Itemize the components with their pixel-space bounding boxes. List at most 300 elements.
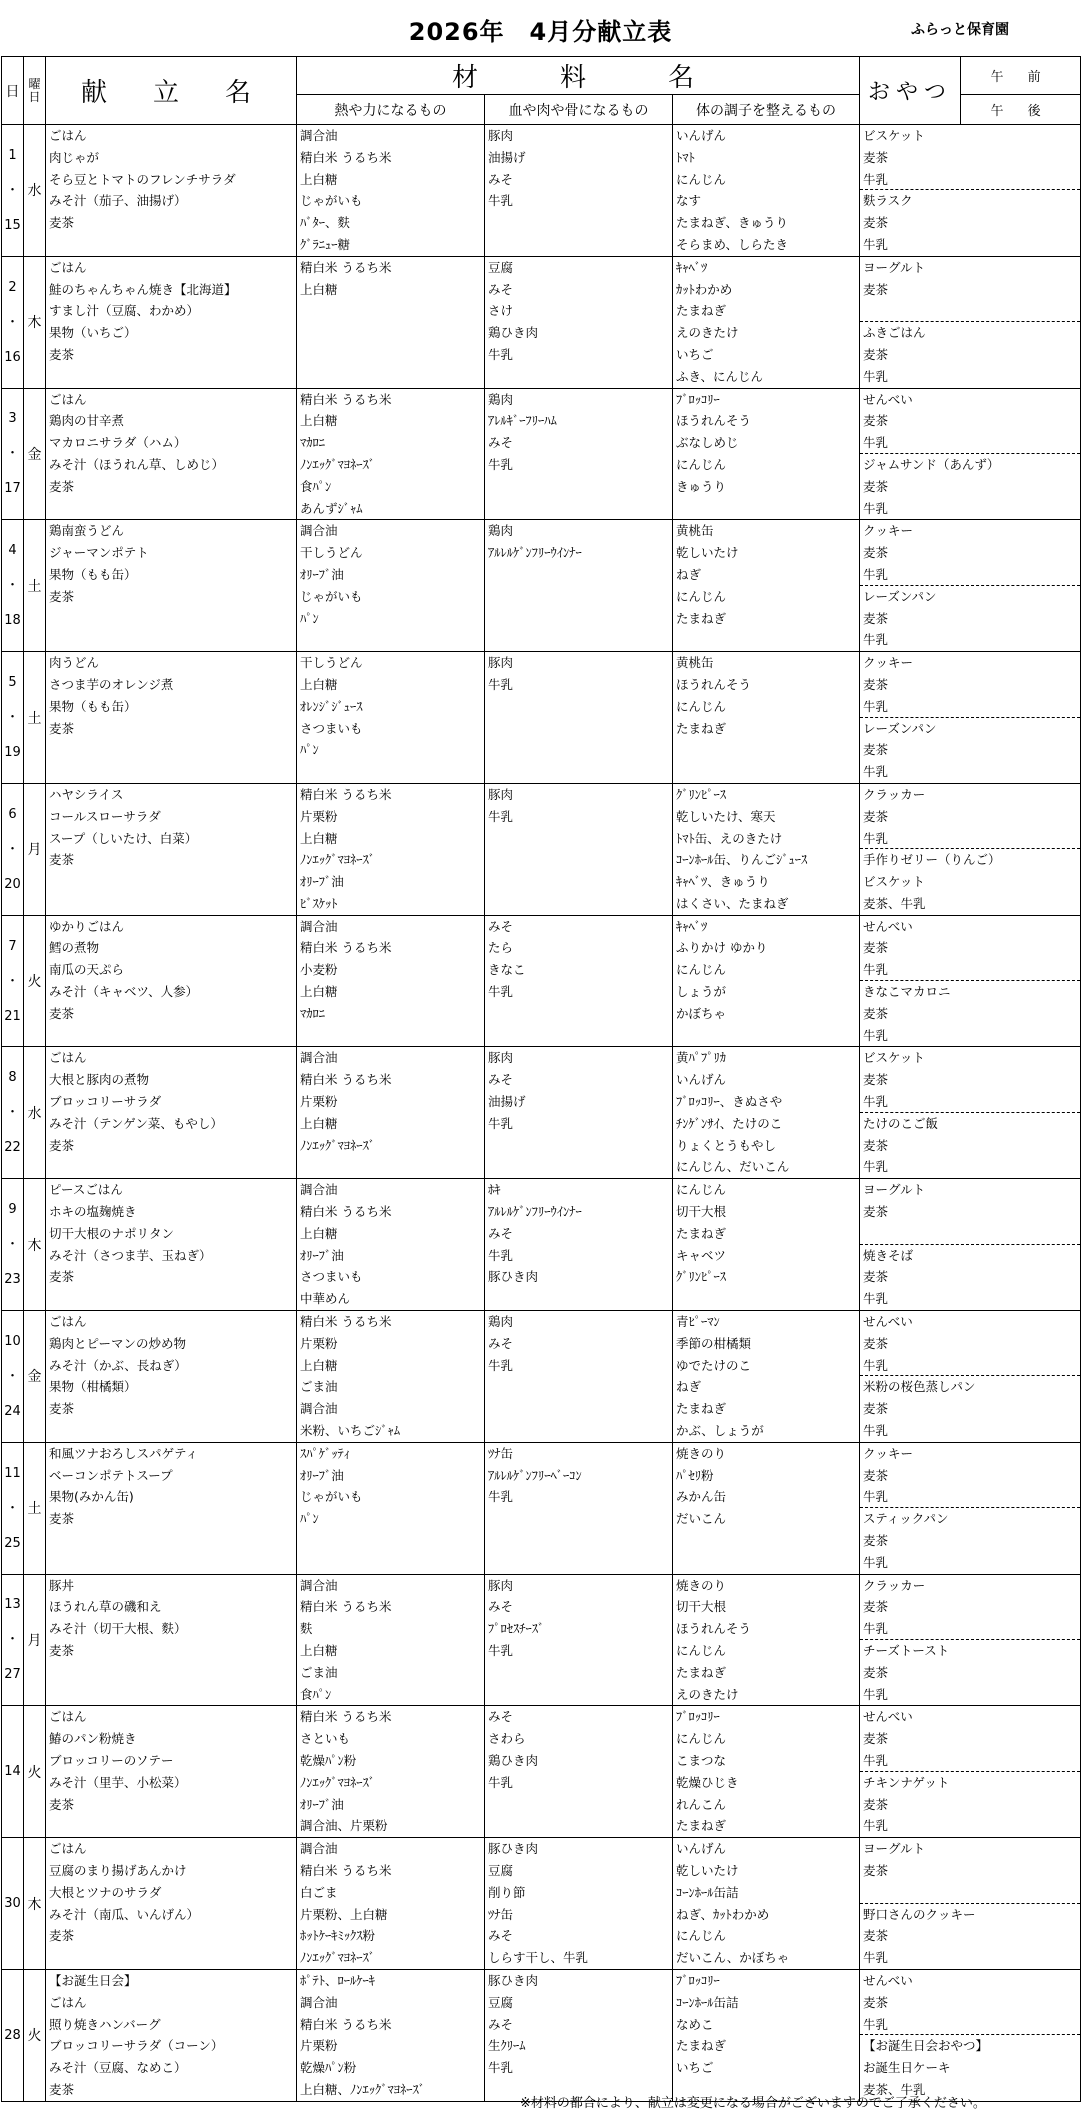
snack-pm-item: 牛乳 bbox=[863, 1423, 889, 1439]
energy-item: 精白米 うるち米 bbox=[300, 1862, 392, 1878]
snack-am-item: せんべい bbox=[863, 1972, 913, 1988]
oyatsu-cell bbox=[860, 1179, 1081, 1311]
energy-item: 干しうどん bbox=[300, 655, 363, 671]
snack-am-item: 麦茶 bbox=[863, 1862, 889, 1878]
energy-item: 上白糖 bbox=[300, 413, 338, 429]
blood-cell bbox=[485, 256, 673, 388]
weekday: 月 bbox=[24, 783, 46, 915]
snack-pm-item: 手作りゼリー（りんご） bbox=[863, 852, 1001, 868]
body-item: ｺｰﾝﾎｰﾙ缶詰 bbox=[676, 1994, 739, 2010]
energy-item: 調合油 bbox=[300, 1577, 338, 1593]
oyatsu-cell bbox=[860, 1047, 1081, 1179]
menu-item: みそ汁（かぶ、長ねぎ） bbox=[49, 1357, 187, 1373]
body-item: だいこん bbox=[676, 1511, 727, 1527]
menu-item: そら豆とトマトのフレンチサラダ bbox=[49, 171, 236, 187]
day-number bbox=[2, 1311, 24, 1443]
snack-pm-item: 麦茶 bbox=[863, 610, 889, 626]
energy-cell bbox=[297, 256, 485, 388]
oyatsu-cell bbox=[860, 1969, 1081, 2101]
menu-item: さつま芋のオレンジ煮 bbox=[49, 676, 174, 692]
day-end: 15 bbox=[4, 217, 21, 233]
body-item: ｶｯﾄわかめ bbox=[676, 281, 733, 297]
blood-item: 鶏ひき肉 bbox=[488, 1752, 539, 1768]
day-start: 11 bbox=[4, 1465, 21, 1481]
menu-item: みそ汁（テンゲン菜、もやし） bbox=[49, 1115, 223, 1131]
weekday: 金 bbox=[24, 388, 46, 520]
body-cell bbox=[673, 1574, 860, 1706]
energy-item: ﾏｶﾛﾆ bbox=[300, 435, 326, 451]
energy-item: ﾊﾟﾝ bbox=[300, 610, 319, 626]
snack-am-item: 牛乳 bbox=[860, 2014, 1080, 2036]
energy-item: 調合油 bbox=[300, 1182, 338, 1198]
blood-item: 削り節 bbox=[488, 1884, 526, 1900]
energy-item: じゃがいも bbox=[300, 588, 363, 604]
blood-item: 鶏肉 bbox=[488, 391, 514, 407]
energy-item: ﾎﾟﾃﾄ、ﾛｰﾙｹｰｷ bbox=[300, 1972, 376, 1988]
body-item: いちご bbox=[676, 2060, 714, 2076]
weekday: 木 bbox=[24, 1838, 46, 1970]
menu-item: 麦茶 bbox=[49, 346, 75, 362]
menu-item: みそ汁（さつま芋、玉ねぎ） bbox=[49, 1247, 212, 1263]
energy-item: 調合油、片栗粉 bbox=[300, 1818, 388, 1834]
body-item: にんじん bbox=[676, 1642, 727, 1658]
snack-pm-item: 麦茶 bbox=[863, 1664, 889, 1680]
menu-item: 【お誕生日会】 bbox=[49, 1972, 137, 1988]
day-start: 13 bbox=[4, 1597, 21, 1613]
snack-am-item: 牛乳 bbox=[860, 1750, 1080, 1772]
day-number bbox=[2, 520, 24, 652]
energy-cell bbox=[297, 1047, 485, 1179]
snack-pm-item: 【お誕生日会おやつ】 bbox=[863, 2038, 989, 2054]
menu-item: 南瓜の天ぷら bbox=[49, 962, 125, 978]
energy-item: 調合油 bbox=[300, 1841, 338, 1857]
snack-am-item: せんべい bbox=[863, 1709, 913, 1725]
body-item: 季節の柑橘類 bbox=[676, 1335, 752, 1351]
blood-item: 豆腐 bbox=[488, 259, 514, 275]
blood-item: 牛乳 bbox=[488, 1247, 514, 1263]
blood-item: 牛乳 bbox=[488, 2060, 514, 2076]
body-item: なす bbox=[676, 193, 702, 209]
energy-item: 精白米 うるち米 bbox=[300, 2016, 392, 2032]
menu-cell bbox=[46, 1442, 297, 1574]
menu-day-row bbox=[2, 1311, 1081, 1443]
day-start: 30 bbox=[4, 1896, 21, 1912]
menu-item: 麦茶 bbox=[49, 1642, 75, 1658]
blood-item: ｱﾙﾚﾙｹﾞﾝﾌﾘｰｳｲﾝﾅｰ bbox=[488, 545, 582, 561]
energy-cell bbox=[297, 388, 485, 520]
energy-item: ﾊﾟﾝ bbox=[300, 742, 319, 758]
menu-item: 鮭のちゃんちゃん焼き【北海道】 bbox=[49, 281, 237, 297]
day-end: 24 bbox=[4, 1403, 21, 1419]
snack-am-item: せんべい bbox=[863, 918, 913, 934]
blood-item: 豚ひき肉 bbox=[488, 1841, 539, 1857]
blood-item: ﾌﾟﾛｾｽﾁｰｽﾞ bbox=[488, 1621, 545, 1637]
energy-item: ｵﾘｰﾌﾞ油 bbox=[300, 874, 344, 890]
menu-item: 麦茶 bbox=[49, 1511, 75, 1527]
oyatsu-cell bbox=[860, 1442, 1081, 1574]
menu-item: みそ汁（里芋、小松菜） bbox=[49, 1774, 187, 1790]
body-item: にんじん bbox=[676, 588, 727, 604]
day-number bbox=[2, 1838, 24, 1970]
menu-item: ごはん bbox=[49, 128, 87, 143]
snack-pm-item: 牛乳 bbox=[863, 236, 889, 252]
day-separator: ・ bbox=[5, 182, 19, 198]
menu-item: 麦茶 bbox=[49, 720, 75, 736]
blood-item: みそ bbox=[488, 1928, 514, 1944]
body-item: 焼きのり bbox=[676, 1445, 727, 1461]
body-item: キャベツ bbox=[676, 1247, 727, 1263]
oyatsu-cell bbox=[860, 520, 1081, 652]
energy-item: 上白糖 bbox=[300, 1115, 338, 1131]
energy-item: ｵﾘｰﾌﾞ油 bbox=[300, 1247, 344, 1263]
body-cell bbox=[673, 125, 860, 257]
energy-item: 麩 bbox=[300, 1621, 313, 1637]
day-end: 21 bbox=[4, 1008, 21, 1024]
oyatsu-cell bbox=[860, 1838, 1081, 1970]
body-item: 焼きのり bbox=[676, 1577, 727, 1593]
body-cell bbox=[673, 1838, 860, 1970]
day-separator: ・ bbox=[5, 973, 19, 989]
snack-pm-item: 麦茶 bbox=[863, 1137, 889, 1153]
body-item: にんじん bbox=[676, 962, 727, 978]
menu-item: マカロニサラダ（ハム） bbox=[49, 435, 187, 451]
oyatsu-cell bbox=[860, 388, 1081, 520]
snack-pm-item: 麦茶 bbox=[863, 215, 889, 231]
body-item: かぼちゃ bbox=[676, 1005, 727, 1021]
oyatsu-cell bbox=[860, 915, 1081, 1047]
energy-item: じゃがいも bbox=[300, 1489, 363, 1505]
body-item: ﾌﾞﾛｯｺﾘｰ bbox=[676, 1709, 720, 1725]
body-item: こまつな bbox=[676, 1752, 727, 1768]
header-pm: 午 後 bbox=[961, 95, 1081, 125]
energy-item: ﾉﾝｴｯｸﾞﾏﾖﾈｰｽﾞ bbox=[300, 456, 376, 472]
menu-item: 大根とツナのサラダ bbox=[49, 1884, 162, 1900]
body-item: なめこ bbox=[676, 2016, 714, 2032]
energy-item: さといも bbox=[300, 1731, 351, 1747]
energy-item: ﾊﾞﾀｰ、麩 bbox=[300, 215, 351, 231]
day-start: 4 bbox=[8, 543, 17, 559]
body-item: たまねぎ bbox=[676, 1225, 727, 1241]
day-number bbox=[2, 1047, 24, 1179]
body-cell bbox=[673, 915, 860, 1047]
header-am: 午 前 bbox=[961, 57, 1081, 95]
body-item: 切干大根 bbox=[676, 1599, 727, 1615]
day-separator: ・ bbox=[5, 710, 19, 726]
snack-pm-item: 牛乳 bbox=[863, 1027, 889, 1043]
snack-pm-item: 牛乳 bbox=[863, 1159, 889, 1175]
menu-table bbox=[1, 56, 1081, 2102]
weekday: 火 bbox=[24, 1969, 46, 2101]
day-start: 6 bbox=[8, 806, 17, 822]
day-start: 2 bbox=[8, 279, 17, 295]
day-start: 5 bbox=[8, 675, 17, 691]
body-item: ｷｬﾍﾞﾂ bbox=[676, 918, 708, 934]
weekday: 土 bbox=[24, 652, 46, 784]
menu-item: 果物（もも缶） bbox=[49, 698, 137, 714]
menu-day-row bbox=[2, 652, 1081, 784]
menu-day-row bbox=[2, 388, 1081, 520]
energy-item: 上白糖 bbox=[300, 1357, 338, 1373]
body-cell bbox=[673, 1047, 860, 1179]
energy-item: 精白米 うるち米 bbox=[300, 1709, 392, 1725]
energy-item: 精白米 うるち米 bbox=[300, 940, 392, 956]
blood-item: 豆腐 bbox=[488, 1862, 514, 1878]
body-item: ほうれんそう bbox=[676, 676, 752, 692]
snack-am-item: 牛乳 bbox=[860, 696, 1080, 718]
snack-am-item: 麦茶 bbox=[863, 1599, 889, 1615]
menu-item: 麦茶 bbox=[49, 215, 75, 231]
menu-item: 鱈の煮物 bbox=[49, 940, 100, 956]
blood-cell bbox=[485, 520, 673, 652]
energy-item: 調合油 bbox=[300, 1994, 338, 2010]
menu-day-row bbox=[2, 1574, 1081, 1706]
energy-item: ｵﾘｰﾌﾞ油 bbox=[300, 1796, 344, 1812]
menu-item: 果物(みかん缶) bbox=[49, 1489, 134, 1505]
snack-am-item: せんべい bbox=[863, 1314, 913, 1330]
snack-pm-item: 麦茶、牛乳 bbox=[863, 895, 926, 911]
snack-pm-item: 牛乳 bbox=[863, 500, 889, 516]
body-item: ﾄﾏﾄ缶、えのきたけ bbox=[676, 830, 783, 846]
snack-pm-item: 麦茶 bbox=[863, 1005, 889, 1021]
blood-item: さけ bbox=[488, 303, 514, 319]
snack-am-item: クッキー bbox=[863, 1445, 914, 1461]
weekday: 木 bbox=[24, 256, 46, 388]
body-item: ﾄﾏﾄ bbox=[676, 149, 695, 165]
blood-item: ﾎｷ bbox=[488, 1182, 501, 1198]
menu-day-row bbox=[2, 1047, 1081, 1179]
blood-cell bbox=[485, 783, 673, 915]
blood-item: ﾂﾅ缶 bbox=[488, 1445, 514, 1461]
energy-item: ｵﾚﾝｼﾞｼﾞｭｰｽ bbox=[300, 698, 363, 714]
body-item: ｸﾞﾘﾝﾋﾟｰｽ bbox=[676, 786, 727, 802]
snack-am-item: 麦茶 bbox=[863, 1731, 889, 1747]
energy-item: ﾉﾝｴｯｸﾞﾏﾖﾈｰｽﾞ bbox=[300, 852, 376, 868]
blood-item: さわら bbox=[488, 1731, 526, 1747]
snack-pm-item: 牛乳 bbox=[863, 1686, 889, 1702]
energy-item: ｵﾘｰﾌﾞ油 bbox=[300, 1467, 344, 1483]
body-item: いちご bbox=[676, 346, 714, 362]
menu-item: 果物（柑橘類） bbox=[49, 1379, 137, 1395]
blood-item: 牛乳 bbox=[488, 1489, 514, 1505]
page-title: 2026年 4月分献立表 bbox=[408, 18, 673, 46]
weekday: 土 bbox=[24, 1442, 46, 1574]
snack-am-item: 麦茶 bbox=[863, 149, 889, 165]
blood-cell bbox=[485, 1179, 673, 1311]
body-cell bbox=[673, 1442, 860, 1574]
energy-item: 上白糖 bbox=[300, 1642, 338, 1658]
blood-item: みそ bbox=[488, 1599, 514, 1615]
day-number bbox=[2, 1969, 24, 2101]
day-separator: ・ bbox=[5, 841, 19, 857]
energy-cell bbox=[297, 125, 485, 257]
body-item: たまねぎ bbox=[676, 1818, 727, 1834]
blood-item: みそ bbox=[488, 281, 514, 297]
blood-item: 牛乳 bbox=[488, 984, 514, 1000]
snack-pm-item: 麦茶 bbox=[863, 478, 889, 494]
snack-pm-item: 牛乳 bbox=[863, 764, 889, 780]
blood-cell bbox=[485, 125, 673, 257]
blood-item: みそ bbox=[488, 918, 514, 934]
body-item: 乾しいたけ bbox=[676, 545, 739, 561]
snack-pm-item: ジャムサンド（あんず） bbox=[863, 456, 1000, 472]
menu-item: みそ汁（豆腐、なめこ） bbox=[49, 2060, 187, 2076]
snack-am-item: クッキー bbox=[863, 655, 914, 671]
footer-note: ※材料の都合により、献立は変更になる場合がございますのでご了承ください。 bbox=[520, 2096, 986, 2111]
snack-pm-item: 麩ラスク bbox=[863, 193, 913, 209]
energy-item: 精白米 うるち米 bbox=[300, 1072, 392, 1088]
blood-item: 鶏肉 bbox=[488, 1314, 514, 1330]
body-item: はくさい、たまねぎ bbox=[676, 895, 789, 911]
menu-item: 鶏肉の甘辛煮 bbox=[49, 413, 125, 429]
menu-item: 麦茶 bbox=[49, 1005, 75, 1021]
body-item: ｺｰﾝﾎｰﾙ缶、りんごｼﾞｭｰｽ bbox=[676, 852, 808, 868]
body-item: ねぎ bbox=[676, 566, 702, 582]
menu-item: 肉うどん bbox=[49, 655, 100, 671]
menu-item: ホキの塩麹焼き bbox=[49, 1204, 137, 1220]
energy-item: 調合油 bbox=[300, 1401, 338, 1417]
body-item: りょくとうもやし bbox=[676, 1137, 777, 1153]
snack-am-item: 牛乳 bbox=[860, 1618, 1080, 1640]
body-item: 黄桃缶 bbox=[676, 523, 714, 539]
blood-item: 鶏ひき肉 bbox=[488, 325, 539, 341]
menu-item: 肉じゃが bbox=[49, 149, 100, 165]
body-item: ｸﾞﾘﾝﾋﾟｰｽ bbox=[676, 1269, 727, 1285]
menu-item: 鰆のパン粉焼き bbox=[49, 1731, 137, 1747]
energy-item: 精白米 うるち米 bbox=[300, 1204, 392, 1220]
energy-cell bbox=[297, 783, 485, 915]
menu-cell bbox=[46, 520, 297, 652]
body-item: 切干大根 bbox=[676, 1204, 727, 1220]
snack-am-item: 麦茶 bbox=[863, 1467, 889, 1483]
day-separator: ・ bbox=[5, 1500, 19, 1516]
day-start: 9 bbox=[8, 1202, 17, 1218]
menu-item: 麦茶 bbox=[49, 1796, 75, 1812]
blood-item: 牛乳 bbox=[488, 808, 514, 824]
snack-pm-item: ふきごはん bbox=[863, 325, 926, 341]
energy-item: 上白糖 bbox=[300, 830, 338, 846]
snack-pm-item: ビスケット bbox=[863, 874, 925, 890]
snack-pm-item: 麦茶、牛乳 bbox=[863, 2081, 926, 2097]
snack-am-item: 牛乳 bbox=[860, 432, 1080, 454]
day-end: 17 bbox=[4, 481, 21, 497]
menu-item: 鶏肉とピーマンの炒め物 bbox=[49, 1335, 187, 1351]
energy-item: ﾉﾝｴｯｸﾞﾏﾖﾈｰｽﾞ bbox=[300, 1950, 376, 1966]
blood-item: ﾂﾅ缶 bbox=[488, 1906, 514, 1922]
day-number bbox=[2, 125, 24, 257]
blood-cell bbox=[485, 1311, 673, 1443]
menu-day-row bbox=[2, 1838, 1081, 1970]
blood-item: 牛乳 bbox=[488, 676, 514, 692]
menu-item: ハヤシライス bbox=[49, 786, 124, 802]
body-item: えのきたけ bbox=[676, 1686, 739, 1702]
energy-item: 調合油 bbox=[300, 128, 338, 143]
snack-pm-item: 麦茶 bbox=[863, 1796, 889, 1812]
body-item: かぶ、しょうが bbox=[676, 1423, 764, 1439]
body-cell bbox=[673, 1311, 860, 1443]
menu-item: 麦茶 bbox=[49, 1401, 75, 1417]
menu-item: 麦茶 bbox=[49, 1928, 75, 1944]
day-end: 25 bbox=[4, 1535, 21, 1551]
menu-item: ごはん bbox=[49, 1050, 87, 1066]
energy-cell bbox=[297, 1442, 485, 1574]
energy-item: ﾉﾝｴｯｸﾞﾏﾖﾈｰｽﾞ bbox=[300, 1774, 376, 1790]
blood-cell bbox=[485, 1838, 673, 1970]
snack-am-item: 牛乳 bbox=[860, 564, 1080, 586]
body-item: ﾌﾞﾛｯｺﾘｰ、きぬさや bbox=[676, 1094, 783, 1110]
snack-am-item: クラッカー bbox=[863, 786, 926, 802]
snack-pm-item: 米粉の桜色蒸しパン bbox=[863, 1379, 976, 1395]
day-start: 28 bbox=[4, 2027, 21, 2043]
oyatsu-cell bbox=[860, 256, 1081, 388]
body-cell bbox=[673, 256, 860, 388]
body-item: 黄桃缶 bbox=[676, 655, 714, 671]
menu-item: 麦茶 bbox=[49, 2081, 75, 2097]
energy-item: 上白糖 bbox=[300, 1225, 338, 1241]
menu-item: 照り焼きハンバーグ bbox=[49, 2016, 161, 2032]
menu-item: 麦茶 bbox=[49, 1269, 75, 1285]
snack-am-item: 牛乳 bbox=[860, 959, 1080, 981]
weekday: 土 bbox=[24, 520, 46, 652]
body-item: きゅうり bbox=[676, 478, 727, 494]
body-item: ねぎ、ｶｯﾄわかめ bbox=[676, 1906, 770, 1922]
energy-cell bbox=[297, 520, 485, 652]
blood-cell bbox=[485, 652, 673, 784]
snack-pm-item: 麦茶 bbox=[863, 1533, 889, 1548]
blood-item: みそ bbox=[488, 1335, 514, 1351]
menu-item: ベーコンポテトスープ bbox=[49, 1467, 173, 1483]
body-item: ほうれんそう bbox=[676, 1621, 752, 1637]
snack-am-item: ヨーグルト bbox=[863, 259, 926, 275]
day-separator: ・ bbox=[5, 1237, 19, 1253]
blood-item: 豆腐 bbox=[488, 1994, 514, 2010]
blood-cell bbox=[485, 1047, 673, 1179]
menu-cell bbox=[46, 915, 297, 1047]
body-item: たまねぎ bbox=[676, 720, 727, 736]
energy-item: 乾燥ﾊﾟﾝ粉 bbox=[300, 2060, 357, 2076]
body-item: いんげん bbox=[676, 1841, 727, 1857]
energy-item: さつまいも bbox=[300, 1269, 363, 1285]
energy-cell bbox=[297, 652, 485, 784]
menu-day-row bbox=[2, 256, 1081, 388]
menu-cell bbox=[46, 256, 297, 388]
menu-day-row bbox=[2, 783, 1081, 915]
body-item: ふりかけ ゆかり bbox=[676, 940, 768, 956]
body-item: みかん缶 bbox=[676, 1489, 727, 1505]
body-cell bbox=[673, 1179, 860, 1311]
menu-day-row bbox=[2, 1706, 1081, 1838]
energy-item: ﾎｯﾄｹｰｷﾐｯｸｽ粉 bbox=[300, 1928, 376, 1944]
energy-item: 精白米 うるち米 bbox=[300, 259, 392, 275]
snack-am-item: ヨーグルト bbox=[863, 1182, 926, 1198]
energy-item: 白ごま bbox=[300, 1884, 338, 1900]
menu-item: スープ（しいたけ、白菜） bbox=[49, 830, 198, 846]
blood-cell bbox=[485, 1969, 673, 2101]
snack-am-item: 牛乳 bbox=[860, 1486, 1080, 1508]
body-cell bbox=[673, 783, 860, 915]
day-separator: ・ bbox=[5, 1105, 19, 1121]
menu-item: ブロッコリーのソテー bbox=[49, 1752, 174, 1768]
energy-item: 中華めん bbox=[300, 1291, 351, 1307]
snack-pm-item: レーズンパン bbox=[863, 720, 937, 736]
day-number bbox=[2, 783, 24, 915]
energy-item: 上白糖 bbox=[300, 984, 338, 1000]
body-item: ﾌﾞﾛｯｺﾘｰ bbox=[676, 1972, 720, 1988]
energy-item: 乾燥ﾊﾟﾝ粉 bbox=[300, 1752, 357, 1768]
blood-item: きなこ bbox=[488, 962, 526, 978]
menu-item: 麦茶 bbox=[49, 478, 75, 494]
blood-item: 牛乳 bbox=[488, 1115, 514, 1131]
blood-item: 豚肉 bbox=[488, 1577, 514, 1593]
